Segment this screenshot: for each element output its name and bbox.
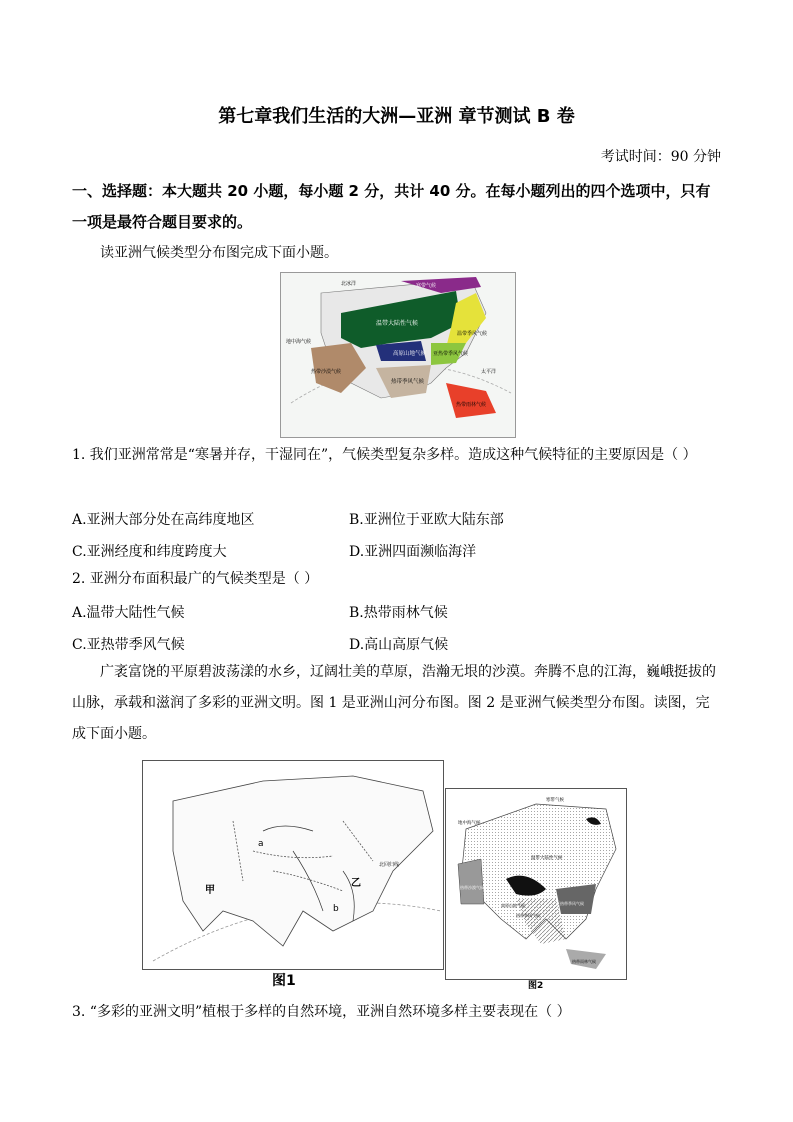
map-label: 高原山地气候 xyxy=(393,351,427,357)
fig1-tropic-label: 北回归线 xyxy=(379,862,400,868)
figure-1-map xyxy=(142,760,444,970)
map-label: 地中海气候 xyxy=(286,339,312,345)
q1-option-b[interactable]: B.亚洲位于亚欧大陆东部 xyxy=(349,512,504,528)
map-label: 北冰洋 xyxy=(341,281,357,287)
q2-option-d[interactable]: D.高山高原气候 xyxy=(349,637,449,653)
fig1-marker-a: a xyxy=(258,839,264,849)
fig2-label: 热带季风气候 xyxy=(516,913,540,918)
q1-option-d[interactable]: D.亚洲四面濒临海洋 xyxy=(349,544,477,560)
page-title: 第七章我们生活的大洲—亚洲 章节测试 B 卷 xyxy=(218,106,575,127)
figure-2-map xyxy=(445,788,627,980)
figure-2-caption: 图2 xyxy=(528,981,544,991)
fig1-marker-yi: 乙 xyxy=(351,878,361,889)
figure-1-caption: 图1 xyxy=(272,973,296,989)
map-label: 太平洋 xyxy=(481,369,497,375)
intro-1: 读亚洲气候类型分布图完成下面小题。 xyxy=(100,245,338,261)
asia-climate-map xyxy=(280,272,516,438)
fig2-label: 地中海气候 xyxy=(458,821,481,826)
q2-option-c[interactable]: C.亚热带季风气候 xyxy=(72,637,185,653)
fig2-label: 亚热带季风气候 xyxy=(556,901,584,906)
map-label: 热带季风气候 xyxy=(391,379,425,385)
fig2-label: 热带沙漠气候 xyxy=(460,885,484,890)
map-label: 寒带气候 xyxy=(416,283,437,289)
fig2-label: 温带大陆性气候 xyxy=(531,856,563,861)
fig1-marker-b: b xyxy=(333,904,339,914)
intro-2: 广袤富饶的平原碧波荡漾的水乡，辽阔壮美的草原，浩瀚无垠的沙漠。奔腾不息的江海，巍峨挺拔的山脉，承载和滋润了多彩的亚洲文明。图 1 是亚洲山河分布图。图 2 是亚洲气候类型分布图。读图，完成下面小题。 xyxy=(72,664,716,742)
map-label: 热带雨林气候 xyxy=(456,402,487,408)
q2-option-b[interactable]: B.热带雨林气候 xyxy=(349,605,448,621)
fig2-label: 高原山地气候 xyxy=(501,903,525,908)
fig2-label: 寒带气候 xyxy=(546,798,564,803)
section-heading: 一、选择题：本大题共 20 小题，每小题 2 分，共计 40 分。在每小题列出的四个选项中，只有一项是最符合题目要求的。 xyxy=(72,182,711,231)
map-label: 热带沙漠气候 xyxy=(311,369,342,375)
fig2-label: 热带雨林气候 xyxy=(572,959,596,964)
map-label: 温带季风气候 xyxy=(457,331,488,337)
question-1-stem: 1. 我们亚洲常常是“寒暑并存，干湿同在”，气候类型复杂多样。造成这种气候特征的主要原因是（ ） xyxy=(72,447,697,463)
question-3-stem: 3. “多彩的亚洲文明”植根于多样的自然环境，亚洲自然环境多样主要表现在（ ） xyxy=(72,1004,571,1020)
map-label: 温带大陆性气候 xyxy=(376,320,419,327)
question-2-stem: 2. 亚洲分布面积最广的气候类型是（ ） xyxy=(72,571,319,587)
fig1-marker-jia: 甲 xyxy=(205,885,215,896)
exam-time: 考试时间：90 分钟 xyxy=(600,149,721,165)
asia-climate-map-svg xyxy=(281,273,515,437)
q1-option-a[interactable]: A.亚洲大部分处在高纬度地区 xyxy=(72,512,255,528)
q2-option-a[interactable]: A.温带大陆性气候 xyxy=(72,605,185,621)
q1-option-c[interactable]: C.亚洲经度和纬度跨度大 xyxy=(72,544,227,560)
map-label: 亚热带季风气候 xyxy=(433,351,469,357)
